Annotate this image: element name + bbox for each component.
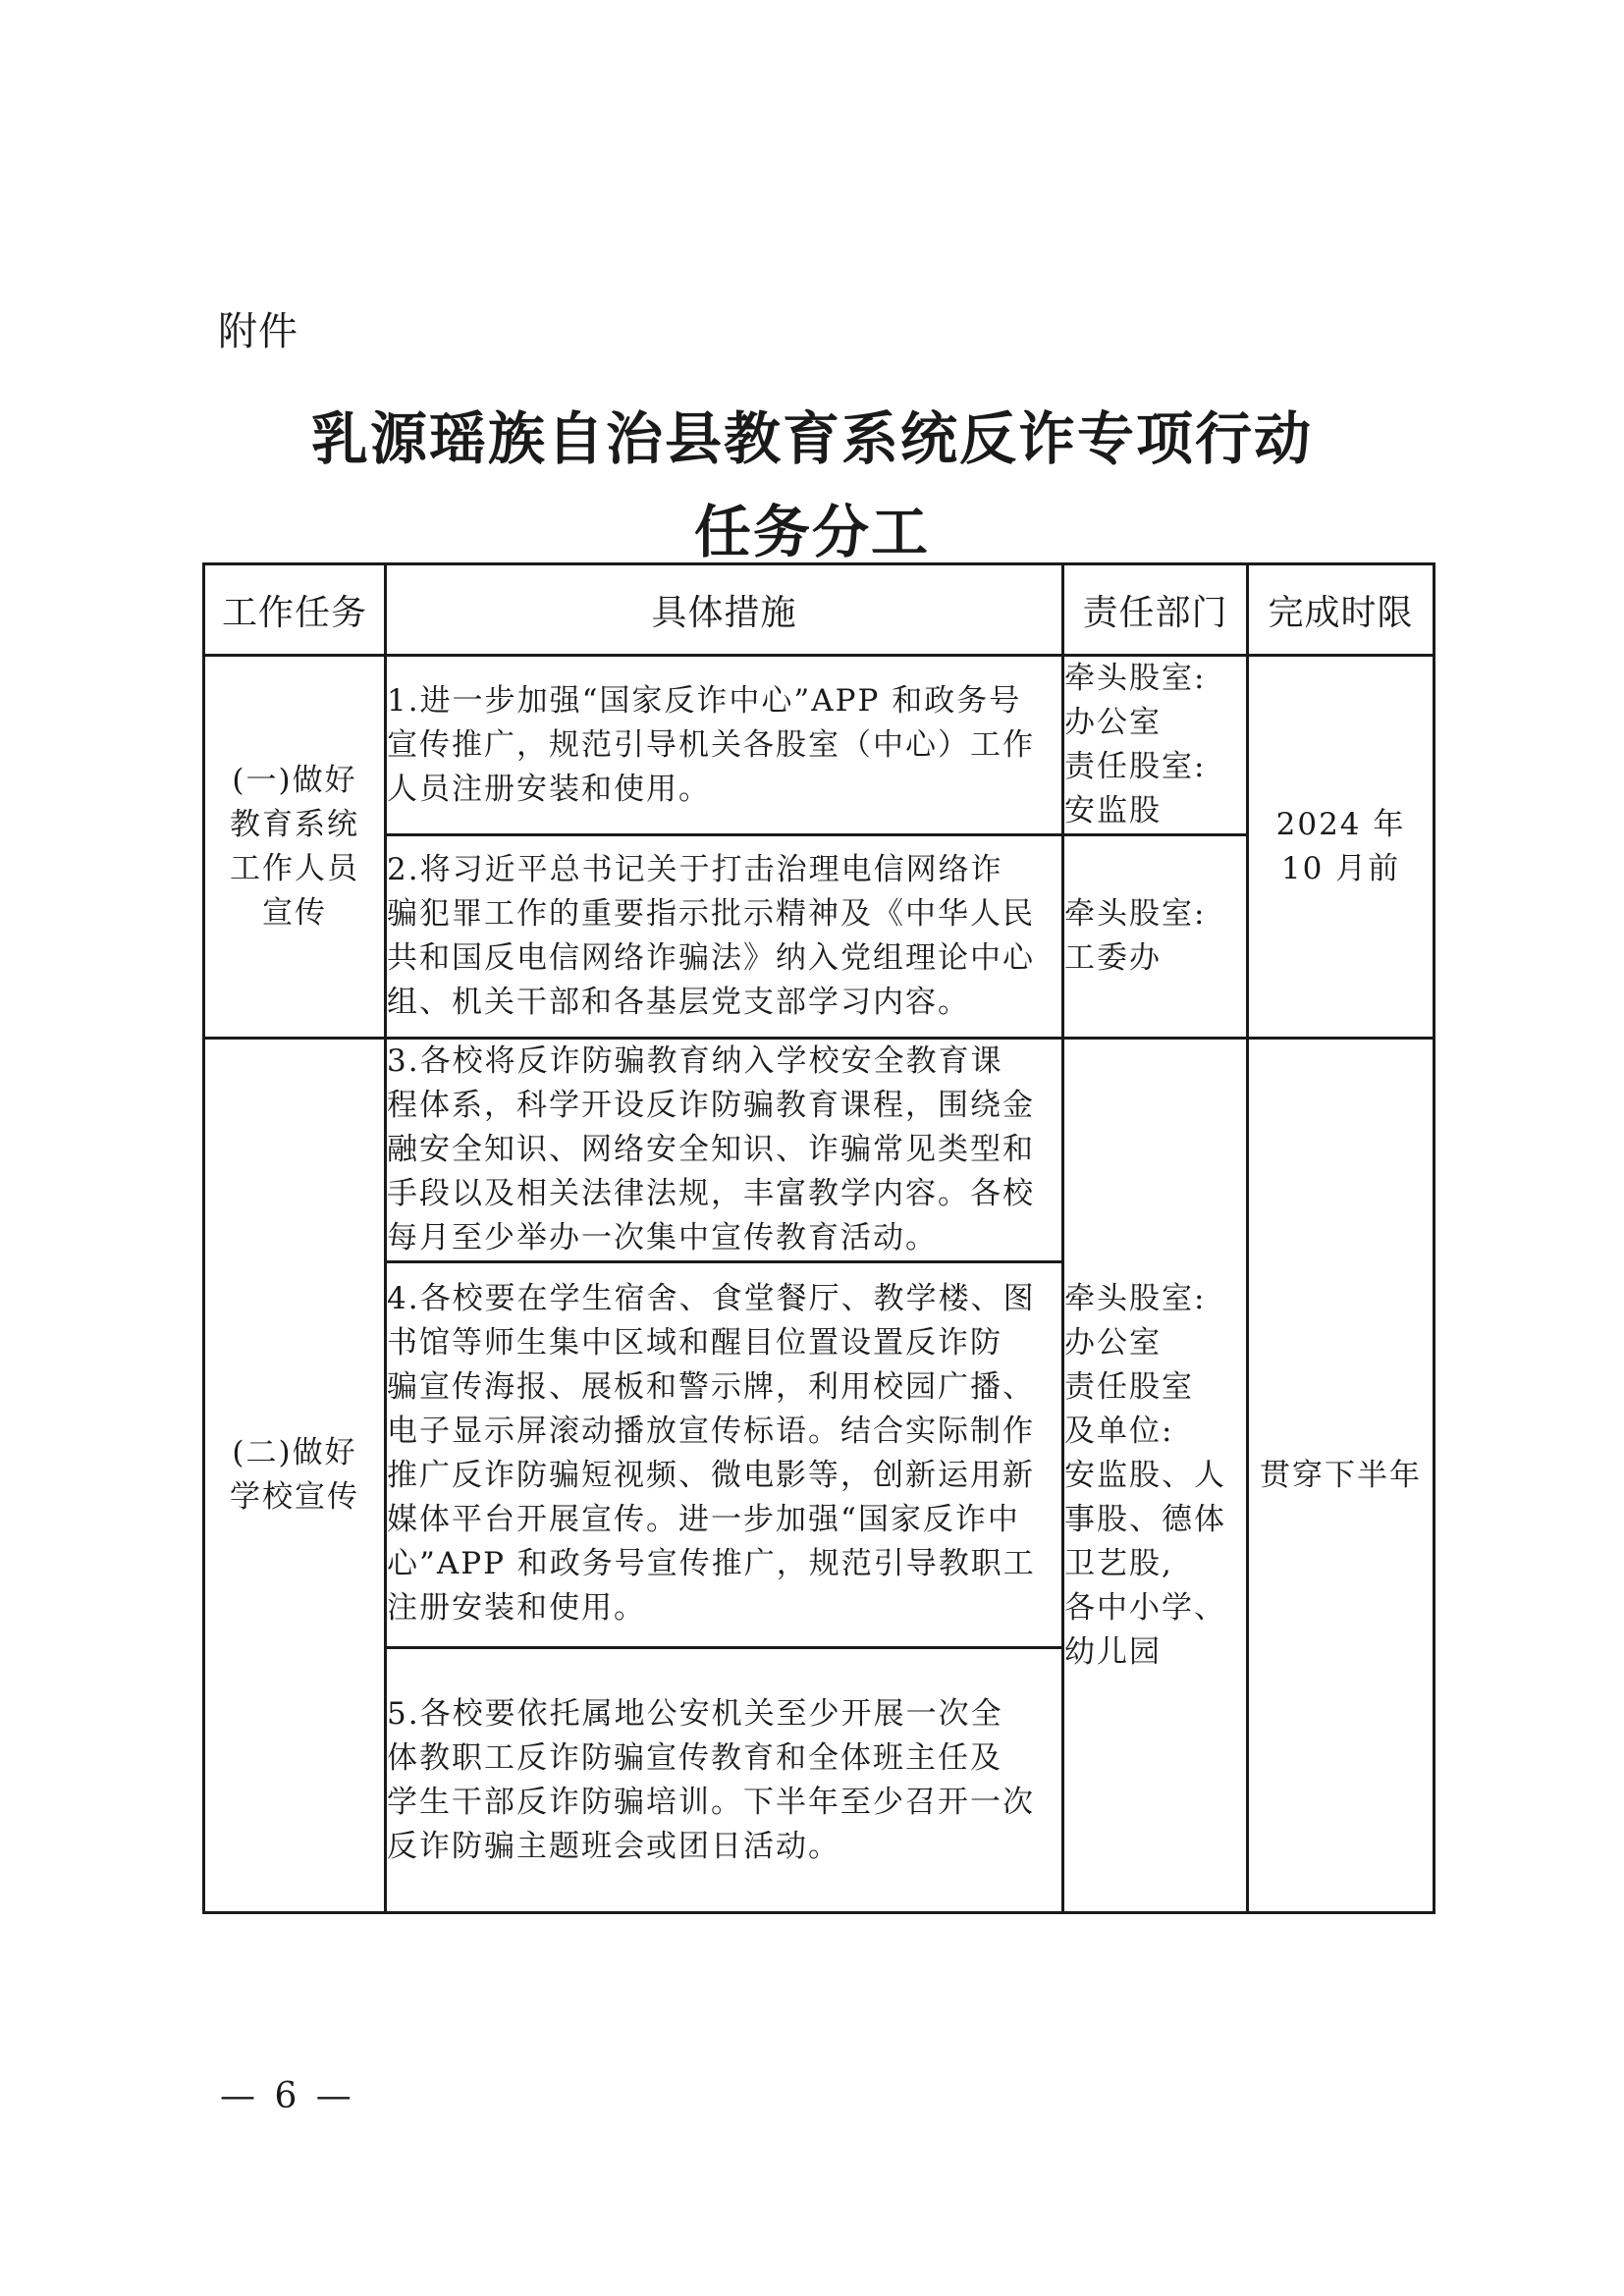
department-line: 牵头股室: [1064, 1280, 1207, 1316]
page-number: — 6 — [220, 2076, 355, 2116]
measure-cell-3 [386, 1039, 1063, 1262]
measure-line: 反诈防骗主题班会或团日活动。 [387, 1828, 840, 1864]
task-division-table [202, 562, 1435, 1914]
task-cell-2 [204, 1039, 386, 1913]
task-line: (一)做好 [232, 762, 357, 798]
task-line: 工作人员 [230, 850, 359, 886]
measure-line: 推广反诈防骗短视频、微电影等，创新运用新 [387, 1458, 1035, 1493]
measure-line: 书馆等师生集中区域和醒目位置设置反诈防 [387, 1325, 1002, 1361]
department-line: 各中小学、 [1064, 1589, 1226, 1626]
measure-line: 融安全知识、网络安全知识、诈骗常见类型和 [387, 1132, 1035, 1167]
department-line: 办公室 [1064, 705, 1162, 740]
measure-line: 骗宣传海报、展板和警示牌，利用校园广播、 [387, 1369, 1035, 1405]
document-title-line2: 任务分工 [693, 499, 930, 565]
department-cell-2 [1063, 835, 1248, 1039]
measure-line: 每月至少举办一次集中宣传教育活动。 [387, 1220, 938, 1255]
header-measures: 具体措施 [386, 564, 1063, 656]
measure-line: 4.各校要在学生宿舍、食堂餐厅、教学楼、图 [387, 1281, 1036, 1316]
task-line: 学校宣传 [230, 1479, 359, 1515]
deadline-line: 10 月前 [1280, 850, 1401, 886]
deadline-cell-2 [1248, 1039, 1435, 1913]
measure-cell-2 [386, 835, 1063, 1039]
department-line: 事股、德体 [1064, 1501, 1226, 1537]
measure-line: 3.各校将反诈防骗教育纳入学校安全教育课 [387, 1043, 1003, 1079]
task-line: (二)做好 [232, 1435, 357, 1470]
measure-cell-4 [386, 1262, 1063, 1648]
task-line: 教育系统 [230, 806, 359, 842]
measure-line: 宣传推广，规范引导机关各股室（中心）工作 [387, 726, 1035, 763]
measure-line: 5.各校要依托属地公安机关至少开展一次全 [387, 1695, 1003, 1732]
deadline-line: 贯穿下半年 [1260, 1457, 1422, 1493]
header-deadline: 完成时限 [1248, 564, 1435, 656]
department-line: 责任股室 [1064, 1368, 1194, 1405]
measure-line: 组、机关干部和各基层党支部学习内容。 [387, 985, 970, 1020]
department-cell-1 [1063, 656, 1248, 835]
deadline-cell-1 [1248, 656, 1435, 1039]
department-line: 责任股室: [1064, 749, 1207, 784]
department-line: 牵头股室: [1064, 896, 1207, 932]
measure-line: 1.进一步加强“国家反诈中心”APP 和政务号 [387, 682, 1022, 719]
measure-line: 骗犯罪工作的重要指示批示精神及《中华人民 [387, 896, 1035, 932]
attachment-label: 附件 [218, 309, 298, 354]
department-cell-3 [1063, 1039, 1248, 1913]
header-task: 工作任务 [204, 564, 386, 656]
table-header-row [204, 564, 1435, 656]
department-line: 及单位: [1064, 1413, 1174, 1449]
task-line: 宣传 [262, 894, 327, 931]
measure-line: 共和国反电信网络诈骗法》纳入党组理论中心 [387, 940, 1035, 976]
measure-line: 人员注册安装和使用。 [387, 771, 711, 807]
department-line: 牵头股室: [1064, 661, 1207, 696]
measure-line: 2.将习近平总书记关于打击治理电信网络诈 [387, 852, 1003, 887]
measure-line: 体教职工反诈防骗宣传教育和全体班主任及 [387, 1739, 1002, 1776]
task-cell-1 [204, 656, 386, 1039]
measure-cell-5 [386, 1648, 1063, 1913]
department-line: 卫艺股, [1064, 1545, 1173, 1581]
deadline-line: 2024 年 [1275, 806, 1406, 842]
measure-line: 心”APP 和政务号宣传推广，规范引导教职工 [387, 1546, 1036, 1581]
measure-cell-1 [386, 656, 1063, 835]
measure-line: 手段以及相关法律法规，丰富教学内容。各校 [387, 1176, 1035, 1211]
table-row [204, 656, 1435, 835]
department-line: 安监股 [1064, 793, 1162, 828]
measure-line: 媒体平台开展宣传。进一步加强“国家反诈中 [387, 1502, 1020, 1537]
document-title-line1: 乳源瑶族自治县教育系统反诈专项行动 [310, 405, 1313, 472]
department-line: 安监股、人 [1064, 1457, 1226, 1493]
measure-line: 注册安装和使用。 [387, 1590, 646, 1626]
header-department: 责任部门 [1063, 564, 1248, 656]
measure-line: 电子显示屏滚动播放宣传标语。结合实际制作 [387, 1414, 1035, 1449]
department-line: 幼儿园 [1064, 1633, 1162, 1670]
table-row [204, 1039, 1435, 1262]
measure-line: 程体系，科学开设反诈防骗教育课程，围绕金 [387, 1088, 1035, 1123]
department-line: 工委办 [1064, 940, 1162, 976]
department-line: 办公室 [1064, 1324, 1162, 1361]
measure-line: 学生干部反诈防骗培训。下半年至少召开一次 [387, 1784, 1035, 1820]
